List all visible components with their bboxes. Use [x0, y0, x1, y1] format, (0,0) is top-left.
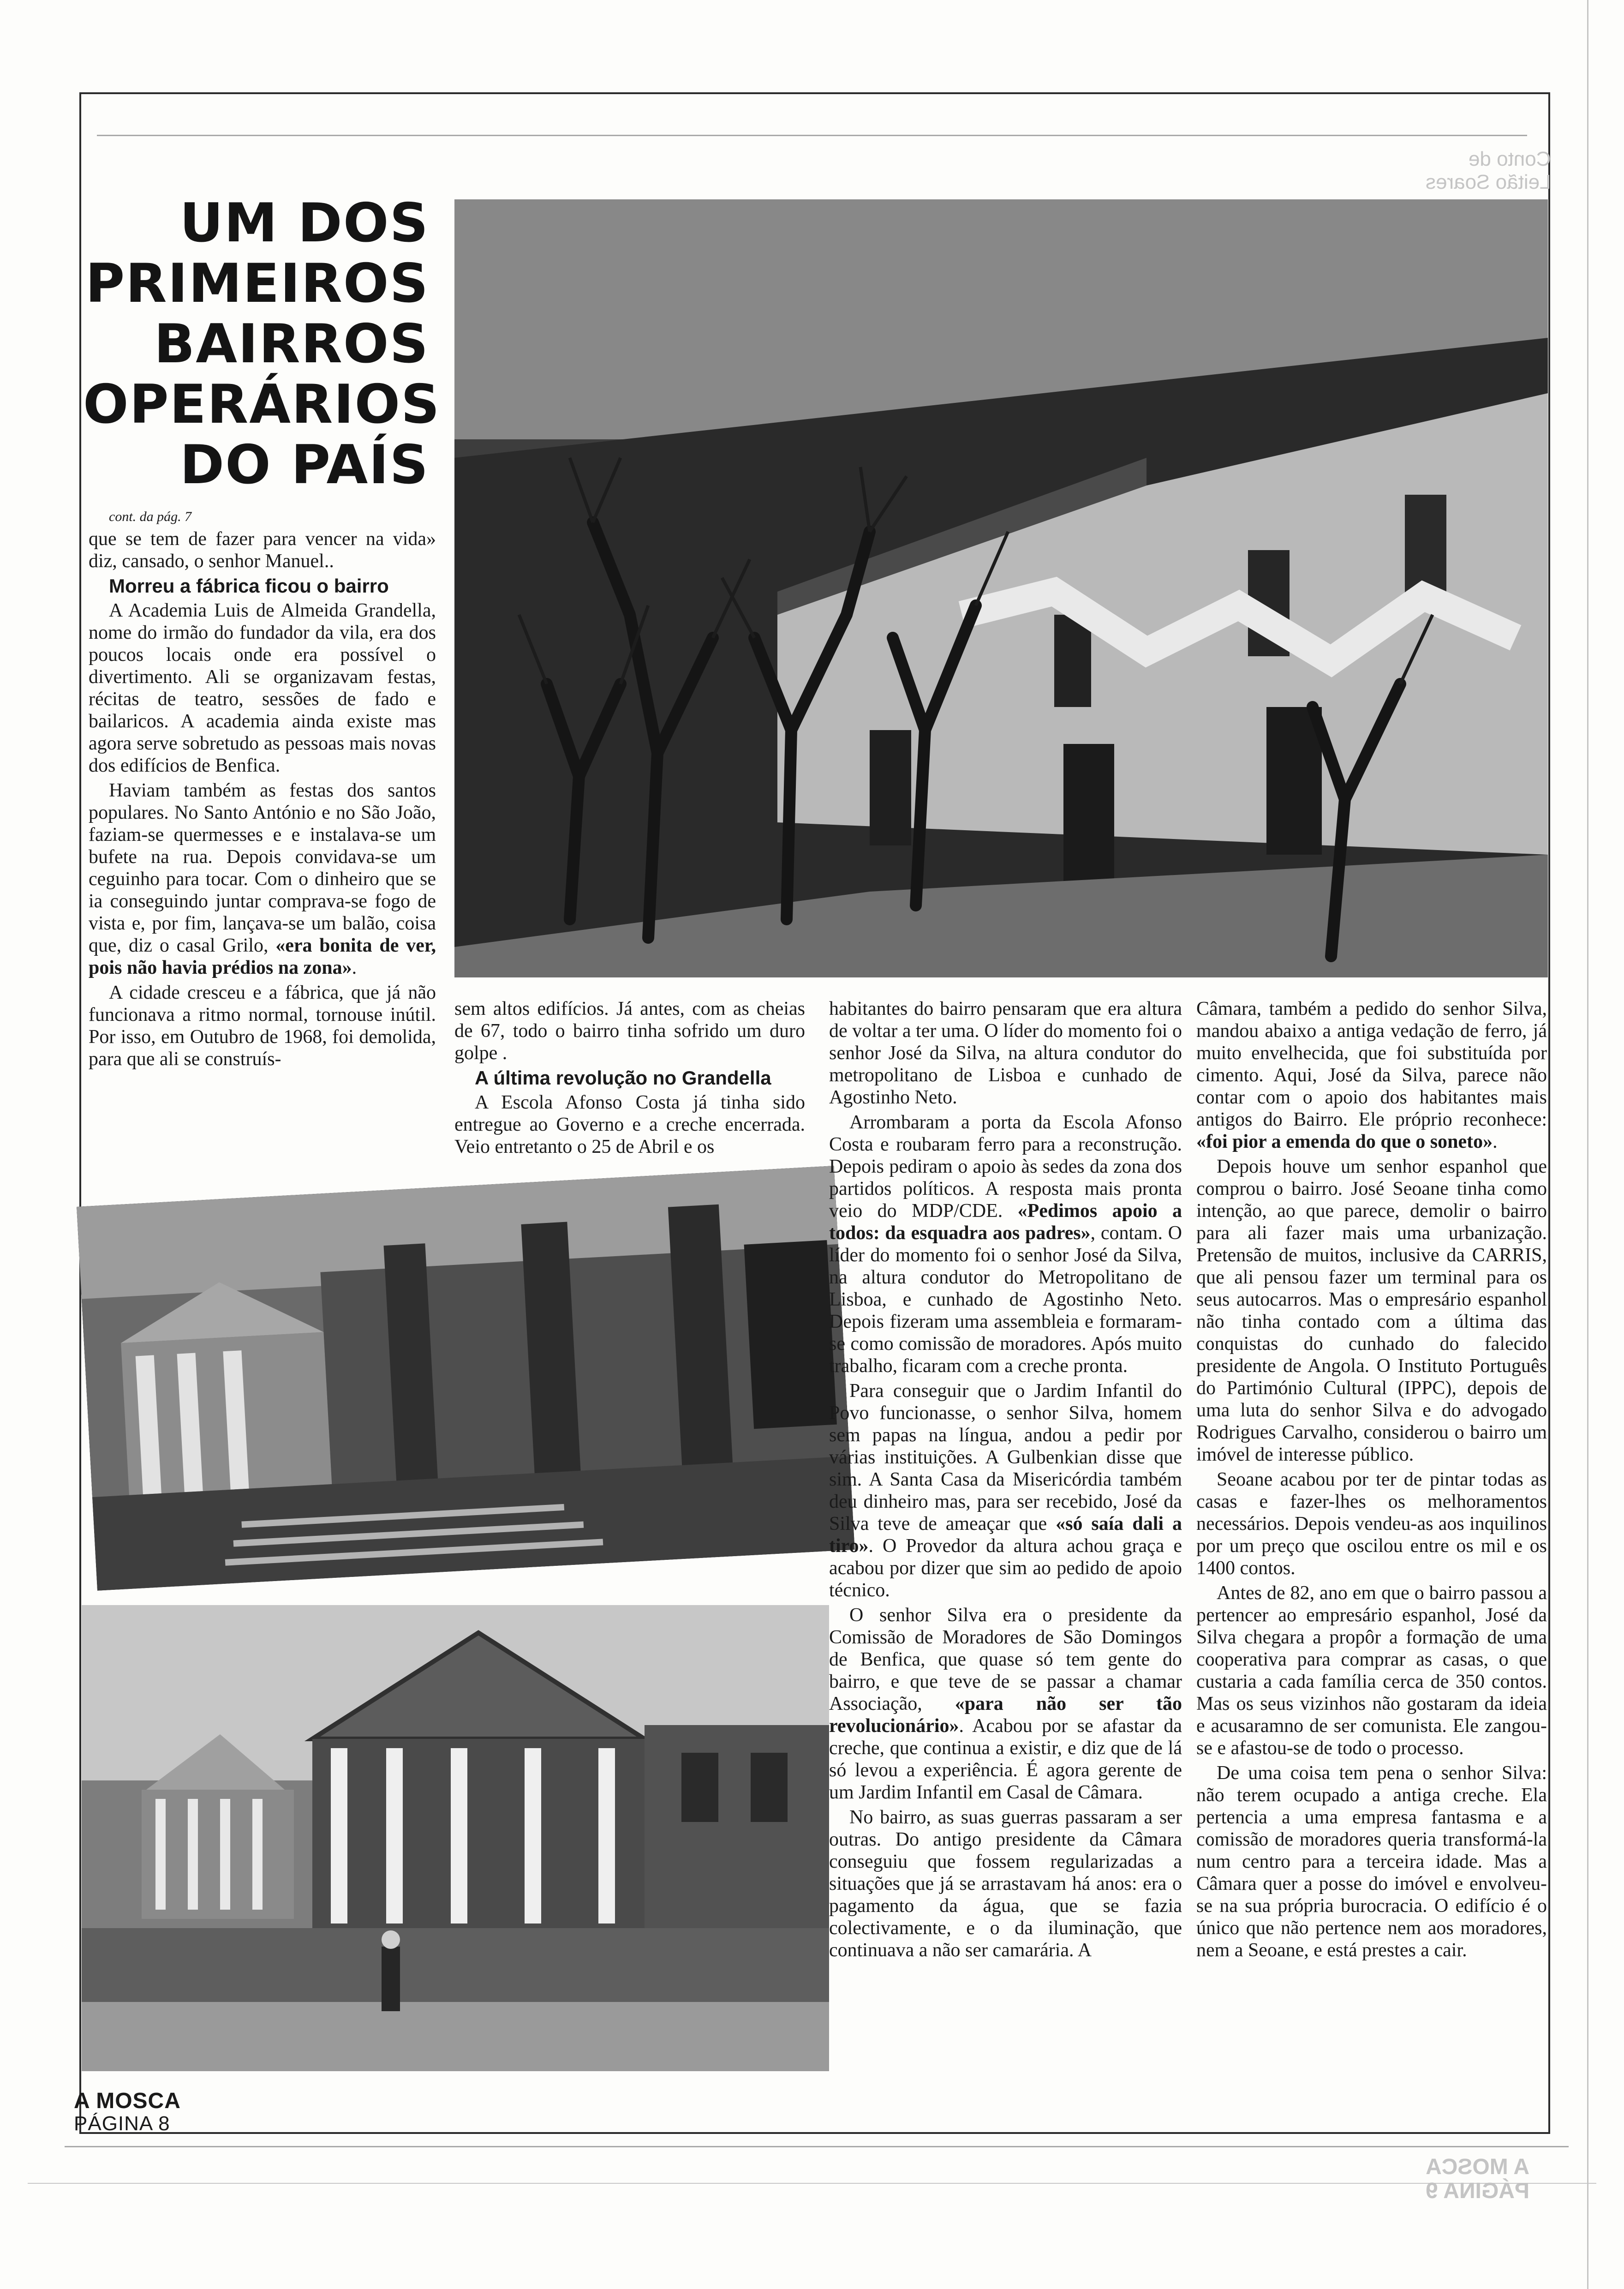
bleed-through-bottom: A MOSCA PÁGINA 9	[1426, 2155, 1529, 2203]
bleed-through-top: Conto de Leitão Soares	[1426, 148, 1551, 193]
article-column-3	[829, 998, 1182, 1964]
paragraph: A Escola Afonso Costa já tinha sido entregue ao Governo e a creche encerrada. Veio entretanto o 25 de Abril e os	[454, 1092, 805, 1157]
paragraph: A Academia Luis de Almeida Grandella, nome do irmão do fundador da vila, era dos poucos locais onde era possível o divertimento. Ali se organizavam festas, récitas de teatro, sessões de fado e bailaricos. A academia ainda existe mas agora serve sobretudo as pessoas mais novas dos edifícios de Benfica.	[89, 600, 436, 776]
photo-academia-building	[77, 1166, 855, 1591]
paragraph: Antes de 82, ano em que o bairro passou a pertencer ao empresário espanhol, José da Silva chegara a propôr a formação de uma cooperativa para comprar as casas, o que custaria a cada família cerca de 350 contos. Mas os seus vizinhos não gostaram da ideia e acusaramno de ser comunista. Ele zangou-se e afastou-se de todo o processo.	[1196, 1582, 1547, 1759]
paragraph: De uma coisa tem pena o senhor Silva: não terem ocupado a antiga creche. Ela pertencia a uma empresa fantasma e a comissão de moradores queria transformá-la num centro para a terceira idade. Mas a Câmara quer a posse do imóvel e envolveu-se na sua própria burocracia. O edifício é o único que não pertence nem aos moradores, nem a Seoane, e está prestes a cair.	[1196, 1762, 1547, 1961]
article-column-1	[89, 509, 436, 1073]
headline	[83, 192, 441, 496]
paragraph: Câmara, também a pedido do senhor Silva, mandou abaixo a antiga vedação de ferro, já muito envelhecida, que foi substituída por cimento. Aqui, José da Silva, parece não contar com o apoio dos habitantes mais antigos do Bairro. Ele próprio reconhece: «foi pior a emenda do que o soneto».	[1196, 998, 1547, 1152]
subheading: Morreu a fábrica ficou o bairro	[109, 575, 389, 597]
article-column-2	[454, 998, 805, 1161]
scan-line-right-edge	[1587, 0, 1588, 2289]
headline-line: PRIMEIROS	[85, 252, 429, 315]
publication-name: A MOSCA	[74, 2089, 181, 2113]
photo-pediment-building	[82, 1605, 829, 2071]
paragraph: Depois houve um senhor espanhol que comprou o bairro. José Seoane tinha como intenção, ao que parece, demolir o bairro para ali fazer mais uma urbanização. Pretensão de muitos, inclusive da CARRIS, que ali pensou fazer um terminal para os seus autocarros. Mas o empresário espanhol não tinha contado com a última das conquistas do cunhado do falecido presidente de Angola. O Instituto Português do Partimónio Cultural (IPPC), depois de uma luta do senhor Silva e do advogado Rodrigues Carvalho, considerou o bairro um imóvel de interesse público.	[1196, 1156, 1547, 1465]
paragraph: que se tem de fazer para vencer na vida» diz, cansado, o senhor Manuel..	[89, 528, 436, 572]
paragraph: habitantes do bairro pensaram que era altura de voltar a ter uma. O líder do momento foi o senhor José da Silva, na altura condutor do metropolitano de Lisboa e cunhado de Agostinho Neto.	[829, 998, 1182, 1108]
paragraph: Arrombaram a porta da Escola Afonso Costa e roubaram ferro para a reconstrução. Depois pediram o apoio às sedes da zona dos partidos políticos. A resposta mais pronta veio do MDP/CDE. «Pedimos apoio a todos: da esquadra aos padres», contam. O líder do momento foi o senhor José da Silva, na altura condutor do Metropolitano de Lisboa, e cunhado de Agostinho Neto. Depois fizeram uma assembleia e formaram-se como comissão de moradores. Após muito trabalho, ficaram com a creche pronta.	[829, 1112, 1182, 1377]
headline-line: BAIRROS	[154, 313, 429, 375]
paragraph: No bairro, as suas guerras passaram a ser outras. Do antigo presidente da Câmara conseguiu que fossem regularizadas a situações que já se arrastavam há anos: era o pagamento da água, que se fazia colectivamente, e o da iluminação, que continuava a não ser camarária. A	[829, 1807, 1182, 1961]
headline-line: DO PAÍS	[179, 434, 429, 496]
page-number: PÁGINA 8	[74, 2112, 170, 2135]
paragraph: A cidade cresceu e a fábrica, que já não funcionava a ritmo normal, tornouse inútil. Por isso, em Outubro de 1968, foi demolida, para que ali se construís-	[89, 982, 436, 1070]
paragraph: Para conseguir que o Jardim Infantil do Povo funcionasse, o senhor Silva, homem sem papas na língua, andou a pedir por várias instituições. A Gulbenkian disse que sim. A Santa Casa da Misericórdia também deu dinheiro mas, para ser recebido, José da Silva teve de ameaçar que «só saía dali a tiro». O Provedor da altura achou graça e acabou por dizer que sim ao pedido de apoio técnico.	[829, 1380, 1182, 1601]
continued-note: cont. da pág. 7	[109, 509, 192, 524]
paragraph: O senhor Silva era o presidente da Comissão de Moradores de São Domingos de Benfica, que quase só tem gente do bairro, e que teve de se passar a chamar Associação, «para não ser tão revolucionário». Acabou por se afastar da creche, que continua a existir, e diz que de lá só levou a experiência. É agora gerente de um Jardim Infantil em Casal de Câmara.	[829, 1605, 1182, 1803]
headline-line: UM DOS	[179, 192, 429, 254]
scan-line-lower	[28, 2183, 1596, 2184]
paragraph: Seoane acabou por ter de pintar todas as casas e fazer-lhes os melhoramentos necessários. Depois vendeu-as aos inquilinos por um preço que oscilou entre os mil e os 1400 contos.	[1196, 1469, 1547, 1579]
paragraph: sem altos edifícios. Já antes, com as cheias de 67, todo o bairro tinha sofrido um duro golpe .	[454, 998, 805, 1064]
scan-line-bottom	[65, 2146, 1569, 2147]
subheading: A última revolução no Grandella	[475, 1067, 771, 1089]
headline-line: OPERÁRIOS	[83, 373, 441, 436]
paragraph: Haviam também as festas dos santos populares. No Santo António e no São João, faziam-se quermesses e e instalava-se um bufete na rua. Depois convidava-se um ceguinho para tocar. Com o dinheiro que se ia conseguindo juntar comprava-se fogo de vista e, por fim, lançava-se um balão, coisa que, diz o casal Grilo, «era bonita de ver, pois não havia prédios na zona».	[89, 780, 436, 978]
article-column-4	[1196, 998, 1547, 1964]
photo-bairro-street	[454, 199, 1548, 977]
